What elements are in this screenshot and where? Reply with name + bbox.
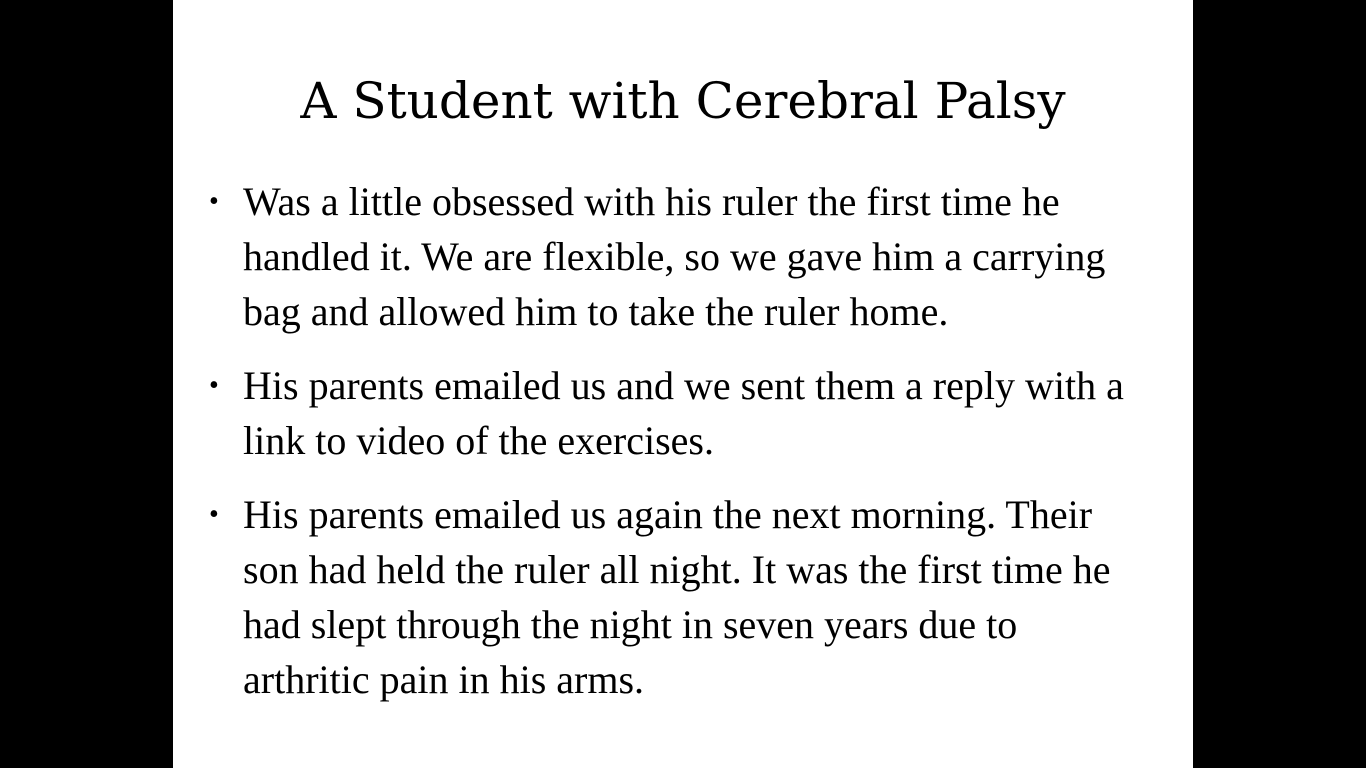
bullet-icon: • bbox=[209, 499, 219, 530]
bullet-text: Was a little obsessed with his ruler the first time he handled it. We are flexible, so we gave him a carrying bag and allowed him to take the ruler home. bbox=[243, 179, 1106, 334]
bullet-item bbox=[209, 358, 1139, 468]
bullet-list bbox=[209, 174, 1139, 726]
slide bbox=[173, 0, 1193, 768]
bullet-text: His parents emailed us and we sent them a reply with a link to video of the exercises. bbox=[243, 363, 1124, 463]
bullet-text: His parents emailed us again the next morning. Their son had held the ruler all night. It was the first time he had slept through the night in seven years due to arthritic pain in his arms. bbox=[243, 492, 1111, 702]
bullet-item bbox=[209, 487, 1139, 707]
bullet-icon: • bbox=[209, 370, 219, 401]
bullet-item bbox=[209, 174, 1139, 339]
bullet-icon: • bbox=[209, 186, 219, 217]
slide-title: A Student with Cerebral Palsy bbox=[300, 72, 1066, 130]
